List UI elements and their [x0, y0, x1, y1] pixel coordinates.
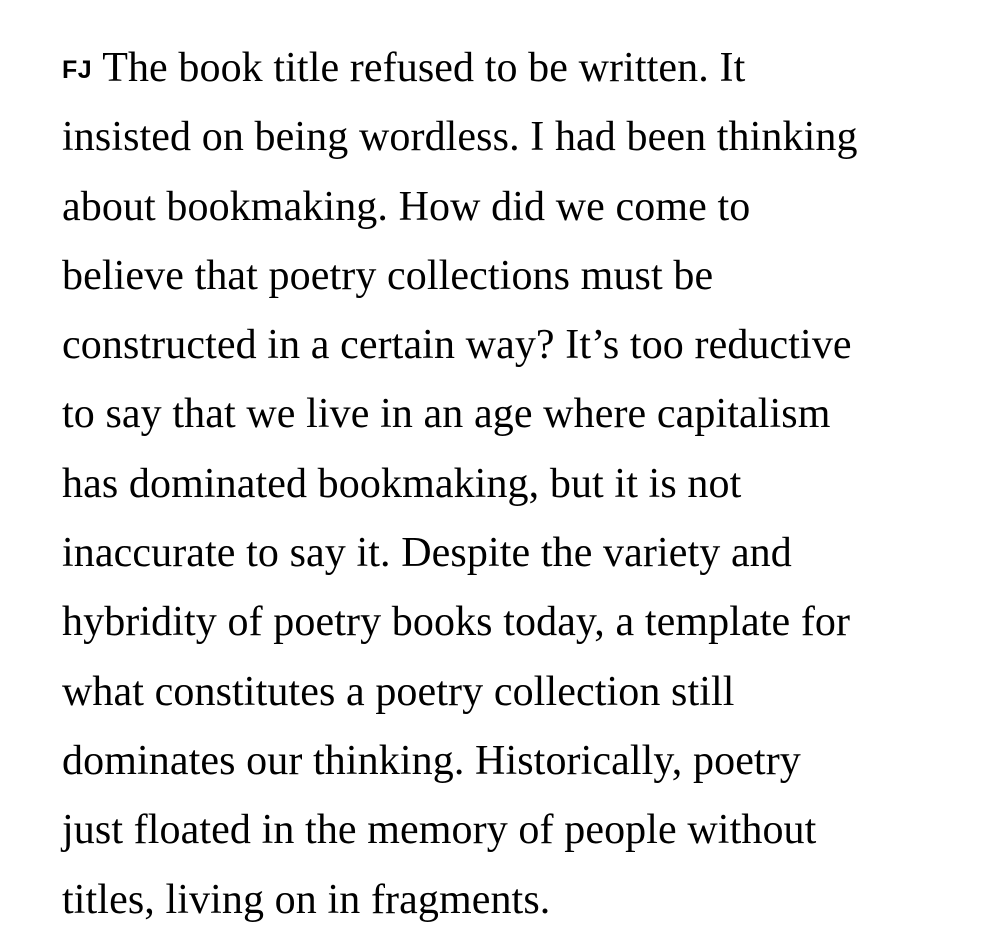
- paragraph-line: dominates our thinking. Historically, poetry: [62, 737, 801, 784]
- paragraph-line: inaccurate to say it. Despite the variety and: [62, 530, 792, 577]
- paragraph-line: to say that we live in an age where capitalism: [62, 391, 831, 438]
- paragraph-line: insisted on being wordless. I had been thinking: [62, 114, 858, 161]
- paragraph-line: what constitutes a poetry collection still: [62, 668, 735, 715]
- paragraph-line: about bookmaking. How did we come to: [62, 183, 751, 230]
- paragraph-line: believe that poetry collections must be: [62, 252, 714, 299]
- interview-paragraph: [62, 34, 962, 935]
- paragraph-line: titles, living on in fragments.: [62, 876, 551, 923]
- paragraph-line: hybridity of poetry books today, a template for: [62, 599, 851, 646]
- paragraph-line: just floated in the memory of people without: [62, 807, 817, 854]
- paragraph-text: [62, 34, 962, 935]
- speaker-initials: FJ: [62, 56, 93, 84]
- paragraph-line: [62, 34, 962, 103]
- paragraph-line: constructed in a certain way? It’s too reductive: [62, 322, 852, 369]
- paragraph-line: has dominated bookmaking, but it is not: [62, 460, 742, 507]
- paragraph-line-text: The book title refused to be written. It: [102, 45, 746, 91]
